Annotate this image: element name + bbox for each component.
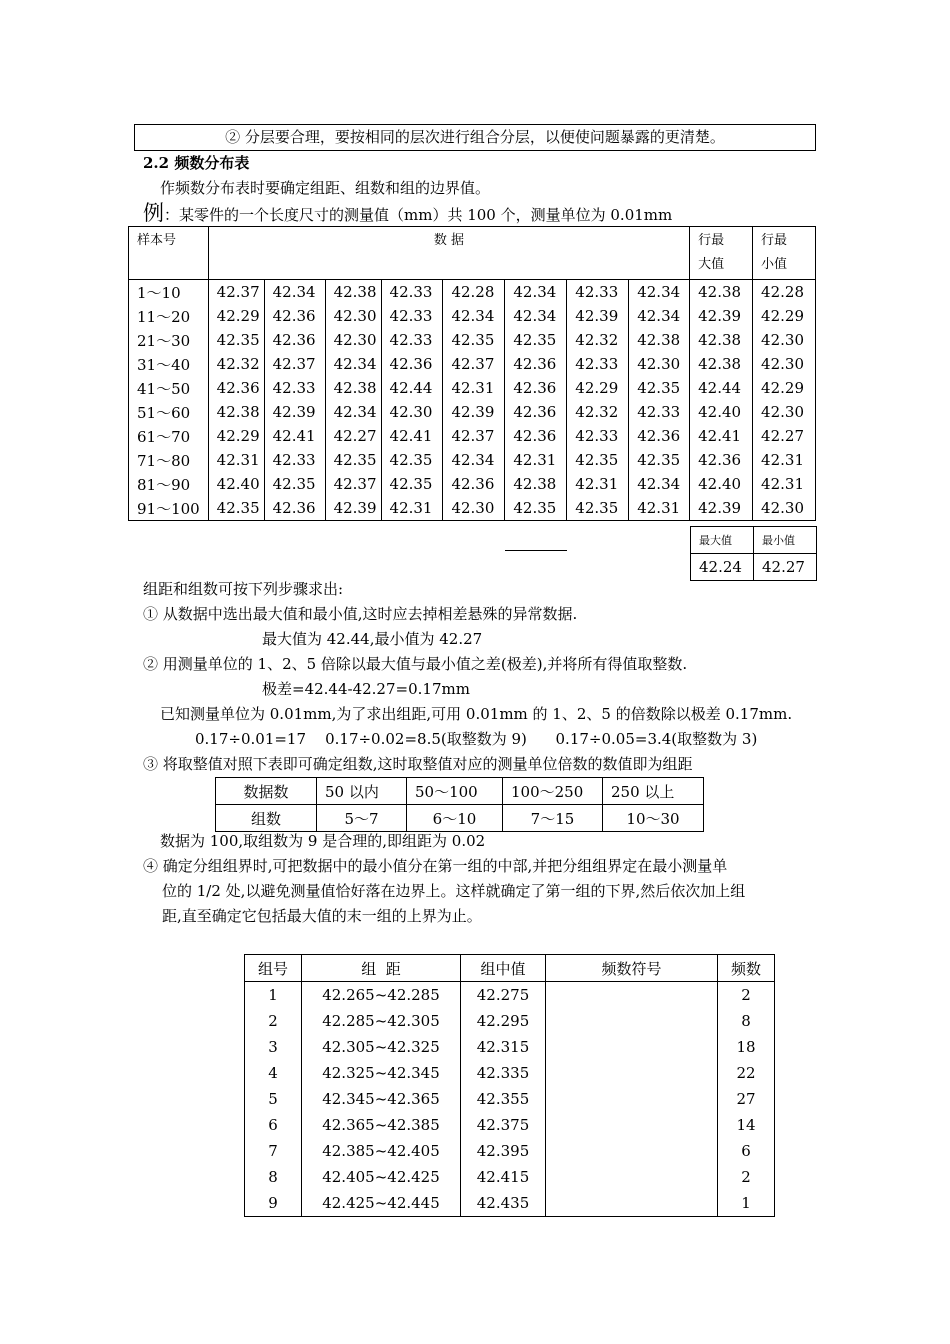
measurement-cell: 42.31 [629, 496, 690, 521]
example-label: 例 [143, 201, 164, 225]
example-line [143, 201, 672, 228]
measurement-cell: 42.36 [629, 424, 690, 448]
measurement-cell: 42.37 [325, 472, 381, 496]
freq-cell: 1 [718, 1190, 775, 1217]
measurement-cell: 42.38 [325, 376, 381, 400]
measurement-cell: 42.33 [264, 376, 325, 400]
group-row-cell: 组数 [216, 805, 317, 832]
row-min-cell: 42.29 [753, 376, 816, 400]
measurement-cell: 42.31 [567, 472, 629, 496]
measurement-cell: 42.34 [325, 352, 381, 376]
freq-cell: 42.305~42.325 [302, 1034, 461, 1060]
measurement-cell: 42.33 [567, 352, 629, 376]
overall-min-label: 最小值 [754, 527, 817, 554]
table-row [245, 1086, 775, 1112]
measurement-cell: 42.38 [629, 328, 690, 352]
table-row [129, 448, 816, 472]
overall-max-label: 最大值 [691, 527, 754, 554]
measurement-cell: 42.31 [208, 448, 264, 472]
measurement-cell: 42.39 [567, 304, 629, 328]
group-row-cell: 7～15 [503, 805, 603, 832]
underline-mark [505, 550, 567, 551]
measurement-cell: 42.33 [264, 448, 325, 472]
sample-range-cell: 1～10 [129, 280, 209, 305]
table-row [245, 1008, 775, 1034]
freq-header-cell: 组中值 [461, 955, 546, 982]
group-header-cell: 数据数 [216, 778, 317, 805]
table-row [129, 424, 816, 448]
measurement-cell: 42.39 [325, 496, 381, 521]
measurement-cell: 42.38 [325, 280, 381, 305]
measurement-cell: 42.38 [208, 400, 264, 424]
step-4-line-3: 距,直至确定它包括最大值的末一组的上界为止。 [162, 907, 482, 925]
row-min-cell: 42.30 [753, 328, 816, 352]
freq-cell: 6 [245, 1112, 302, 1138]
freq-cell: 7 [245, 1138, 302, 1164]
group-count-table [215, 777, 704, 832]
measurement-cell: 42.41 [381, 424, 443, 448]
measurement-cell: 42.36 [264, 304, 325, 328]
measurement-cell: 42.35 [325, 448, 381, 472]
group-header-cell: 250 以上 [603, 778, 704, 805]
sample-range-cell: 41～50 [129, 376, 209, 400]
freq-cell: 4 [245, 1060, 302, 1086]
measurement-cell: 42.29 [567, 376, 629, 400]
table-row [129, 496, 816, 521]
freq-cell: 42.285~42.305 [302, 1008, 461, 1034]
table-row [129, 280, 816, 305]
measurement-cell: 42.30 [325, 304, 381, 328]
measurement-cell: 42.36 [264, 496, 325, 521]
section-title: 2.2 频数分布表 [143, 154, 250, 172]
measurement-cell: 42.33 [629, 400, 690, 424]
measurement-cell: 42.40 [208, 472, 264, 496]
table-row [129, 400, 816, 424]
freq-cell [546, 1138, 718, 1164]
freq-cell: 42.355 [461, 1086, 546, 1112]
freq-cell: 18 [718, 1034, 775, 1060]
freq-cell [546, 1060, 718, 1086]
group-header-cell: 50～100 [407, 778, 503, 805]
header-data: 数 据 [208, 227, 689, 280]
freq-cell [546, 1034, 718, 1060]
sample-range-cell: 51～60 [129, 400, 209, 424]
measurement-cell: 42.34 [629, 280, 690, 305]
freq-cell: 5 [245, 1086, 302, 1112]
freq-cell: 1 [245, 982, 302, 1009]
freq-header-cell: 频数符号 [546, 955, 718, 982]
row-max-cell: 42.38 [690, 328, 753, 352]
measurement-cell: 42.33 [381, 328, 443, 352]
measurement-cell: 42.39 [264, 400, 325, 424]
measurement-cell: 42.44 [381, 376, 443, 400]
freq-cell: 3 [245, 1034, 302, 1060]
header-sample-no: 样本号 [129, 227, 209, 280]
measurement-cell: 42.33 [567, 424, 629, 448]
freq-cell: 42.415 [461, 1164, 546, 1190]
measurement-cell: 42.32 [567, 328, 629, 352]
measurement-cell: 42.35 [264, 472, 325, 496]
measurement-cell: 42.41 [264, 424, 325, 448]
group-header-cell: 50 以内 [317, 778, 407, 805]
measurement-cell: 42.34 [443, 304, 505, 328]
header-row-max: 行最 大值 [690, 227, 753, 280]
step-1-result: 最大值为 42.44,最小值为 42.27 [262, 630, 483, 648]
measurement-cell: 42.35 [567, 496, 629, 521]
row-max-cell: 42.40 [690, 400, 753, 424]
freq-cell: 27 [718, 1086, 775, 1112]
freq-cell: 42.385~42.405 [302, 1138, 461, 1164]
freq-cell: 42.395 [461, 1138, 546, 1164]
measurement-cell: 42.35 [443, 328, 505, 352]
row-min-cell: 42.30 [753, 352, 816, 376]
table-row [129, 472, 816, 496]
intro-text: 作频数分布表时要确定组距、组数和组的边界值。 [160, 179, 491, 197]
measurement-cell: 42.34 [443, 448, 505, 472]
measurement-cell: 42.35 [505, 496, 567, 521]
measurement-cell: 42.35 [381, 472, 443, 496]
group-row-cell: 6～10 [407, 805, 503, 832]
overall-max-value: 42.24 [691, 554, 754, 581]
extreme-table [690, 526, 817, 581]
measurement-cell: 42.35 [381, 448, 443, 472]
sample-range-cell: 71～80 [129, 448, 209, 472]
measurement-cell: 42.36 [208, 376, 264, 400]
row-min-cell: 42.31 [753, 448, 816, 472]
measurement-cell: 42.36 [505, 352, 567, 376]
table-row [129, 376, 816, 400]
measurement-cell: 42.36 [505, 376, 567, 400]
measurement-cell: 42.36 [264, 328, 325, 352]
measurement-cell: 42.29 [208, 424, 264, 448]
sample-range-cell: 81～90 [129, 472, 209, 496]
measurement-cell: 42.38 [505, 472, 567, 496]
freq-cell: 42.295 [461, 1008, 546, 1034]
step-1: ① 从数据中选出最大值和最小值,这时应去掉相差悬殊的异常数据. [143, 605, 578, 623]
step-2-result: 极差=42.44-42.27=0.17mm [262, 680, 470, 698]
freq-cell: 8 [245, 1164, 302, 1190]
freq-cell: 42.335 [461, 1060, 546, 1086]
row-max-cell: 42.44 [690, 376, 753, 400]
measurement-cell: 42.35 [208, 328, 264, 352]
row-min-cell: 42.27 [753, 424, 816, 448]
freq-cell: 42.265~42.285 [302, 982, 461, 1009]
freq-cell: 42.425~42.445 [302, 1190, 461, 1217]
row-min-cell: 42.30 [753, 496, 816, 521]
step-4-line-2: 位的 1/2 处,以避免测量值恰好落在边界上。这样就确定了第一组的下界,然后依次加上组 [162, 882, 746, 900]
freq-cell [546, 1112, 718, 1138]
freq-cell: 2 [245, 1008, 302, 1034]
row-max-cell: 42.38 [690, 280, 753, 305]
row-max-cell: 42.38 [690, 352, 753, 376]
measurement-cell: 42.29 [208, 304, 264, 328]
measurement-cell: 42.34 [505, 304, 567, 328]
table-row [245, 1060, 775, 1086]
boxed-note: ② 分层要合理，要按相同的层次进行组合分层，以便使问题暴露的更清楚。 [134, 124, 816, 151]
row-min-cell: 42.31 [753, 472, 816, 496]
freq-cell: 42.435 [461, 1190, 546, 1217]
measurement-cell: 42.35 [505, 328, 567, 352]
sample-range-cell: 21～30 [129, 328, 209, 352]
measurement-cell: 42.30 [443, 496, 505, 521]
freq-cell: 6 [718, 1138, 775, 1164]
measurement-cell: 42.30 [629, 352, 690, 376]
table-row [245, 1112, 775, 1138]
freq-cell: 9 [245, 1190, 302, 1217]
measurement-cell: 42.31 [443, 376, 505, 400]
freq-cell [546, 982, 718, 1009]
group-header-cell: 100～250 [503, 778, 603, 805]
steps-intro: 组距和组数可按下列步骤求出: [143, 580, 344, 598]
table-row [129, 352, 816, 376]
freq-cell: 2 [718, 982, 775, 1009]
table-row [245, 982, 775, 1009]
freq-cell: 42.405~42.425 [302, 1164, 461, 1190]
freq-cell: 42.345~42.365 [302, 1086, 461, 1112]
freq-cell: 22 [718, 1060, 775, 1086]
measurement-cell: 42.34 [629, 304, 690, 328]
row-max-cell: 42.39 [690, 496, 753, 521]
table-row [245, 1138, 775, 1164]
row-max-cell: 42.41 [690, 424, 753, 448]
measurement-cell: 42.34 [325, 400, 381, 424]
measurement-cell: 42.35 [629, 376, 690, 400]
frequency-table [244, 954, 775, 1217]
freq-cell: 8 [718, 1008, 775, 1034]
row-max-cell: 42.39 [690, 304, 753, 328]
step-3-note: 数据为 100,取组数为 9 是合理的,即组距为 0.02 [160, 832, 486, 850]
measurement-cell: 42.30 [381, 400, 443, 424]
measurement-cell: 42.35 [629, 448, 690, 472]
freq-cell: 42.375 [461, 1112, 546, 1138]
measurement-cell: 42.37 [264, 352, 325, 376]
table-row [245, 1190, 775, 1217]
measurement-cell: 42.34 [505, 280, 567, 305]
freq-header-cell: 组 距 [302, 955, 461, 982]
table-row [245, 1034, 775, 1060]
row-max-cell: 42.40 [690, 472, 753, 496]
measurement-cell: 42.36 [443, 472, 505, 496]
row-min-cell: 42.28 [753, 280, 816, 305]
step-3: ③ 将取整值对照下表即可确定组数,这时取整值对应的测量单位倍数的数值即为组距 [143, 755, 693, 773]
freq-cell [546, 1008, 718, 1034]
freq-cell: 2 [718, 1164, 775, 1190]
step-2-calc: 0.17÷0.01=17 0.17÷0.02=8.5(取整数为 9) 0.17÷0.05=3.4(取整数为 3) [195, 730, 758, 748]
measurement-cell: 42.37 [443, 424, 505, 448]
measurement-cell: 42.32 [208, 352, 264, 376]
measurement-cell: 42.31 [505, 448, 567, 472]
measurement-cell: 42.32 [567, 400, 629, 424]
measurement-cell: 42.35 [208, 496, 264, 521]
measurement-cell: 42.27 [325, 424, 381, 448]
row-max-cell: 42.36 [690, 448, 753, 472]
row-min-cell: 42.30 [753, 400, 816, 424]
measurement-cell: 42.37 [208, 280, 264, 305]
freq-cell: 42.365~42.385 [302, 1112, 461, 1138]
measurement-cell: 42.36 [505, 400, 567, 424]
measurement-cell: 42.28 [443, 280, 505, 305]
sample-range-cell: 31～40 [129, 352, 209, 376]
measurement-cell: 42.30 [325, 328, 381, 352]
measurement-cell: 42.33 [567, 280, 629, 305]
group-row-cell: 5～7 [317, 805, 407, 832]
measurement-cell: 42.34 [264, 280, 325, 305]
measurement-cell: 42.35 [567, 448, 629, 472]
freq-cell [546, 1190, 718, 1217]
freq-cell: 42.325~42.345 [302, 1060, 461, 1086]
step-2-note: 已知测量单位为 0.01mm,为了求出组距,可用 0.01mm 的 1、2、5 的倍数除以极差 0.17mm. [160, 705, 793, 723]
measurement-cell: 42.36 [505, 424, 567, 448]
table-row [129, 328, 816, 352]
row-min-cell: 42.29 [753, 304, 816, 328]
step-2: ② 用测量单位的 1、2、5 倍除以最大值与最小值之差(极差),并将所有得值取整数. [143, 655, 688, 673]
measurement-cell: 42.36 [381, 352, 443, 376]
table-row [129, 304, 816, 328]
step-4-line-1: ④ 确定分组组界时,可把数据中的最小值分在第一组的中部,并把分组组界定在最小测量单 [143, 857, 728, 875]
table-row [245, 1164, 775, 1190]
overall-min-value: 42.27 [754, 554, 817, 581]
sample-range-cell: 11～20 [129, 304, 209, 328]
measurement-cell: 42.31 [381, 496, 443, 521]
measurement-table [128, 226, 816, 521]
measurement-cell: 42.37 [443, 352, 505, 376]
freq-header-cell: 频数 [718, 955, 775, 982]
example-text: ：某零件的一个长度尺寸的测量值（mm）共 100 个，测量单位为 0.01mm [164, 206, 673, 224]
measurement-cell: 42.34 [629, 472, 690, 496]
sample-range-cell: 61～70 [129, 424, 209, 448]
measurement-cell: 42.39 [443, 400, 505, 424]
freq-cell: 42.275 [461, 982, 546, 1009]
sample-range-cell: 91～100 [129, 496, 209, 521]
header-row-min: 行最 小值 [753, 227, 816, 280]
freq-cell: 42.315 [461, 1034, 546, 1060]
measurement-cell: 42.33 [381, 280, 443, 305]
freq-cell [546, 1164, 718, 1190]
freq-cell: 14 [718, 1112, 775, 1138]
freq-header-cell: 组号 [245, 955, 302, 982]
measurement-cell: 42.33 [381, 304, 443, 328]
group-row-cell: 10～30 [603, 805, 704, 832]
freq-cell [546, 1086, 718, 1112]
